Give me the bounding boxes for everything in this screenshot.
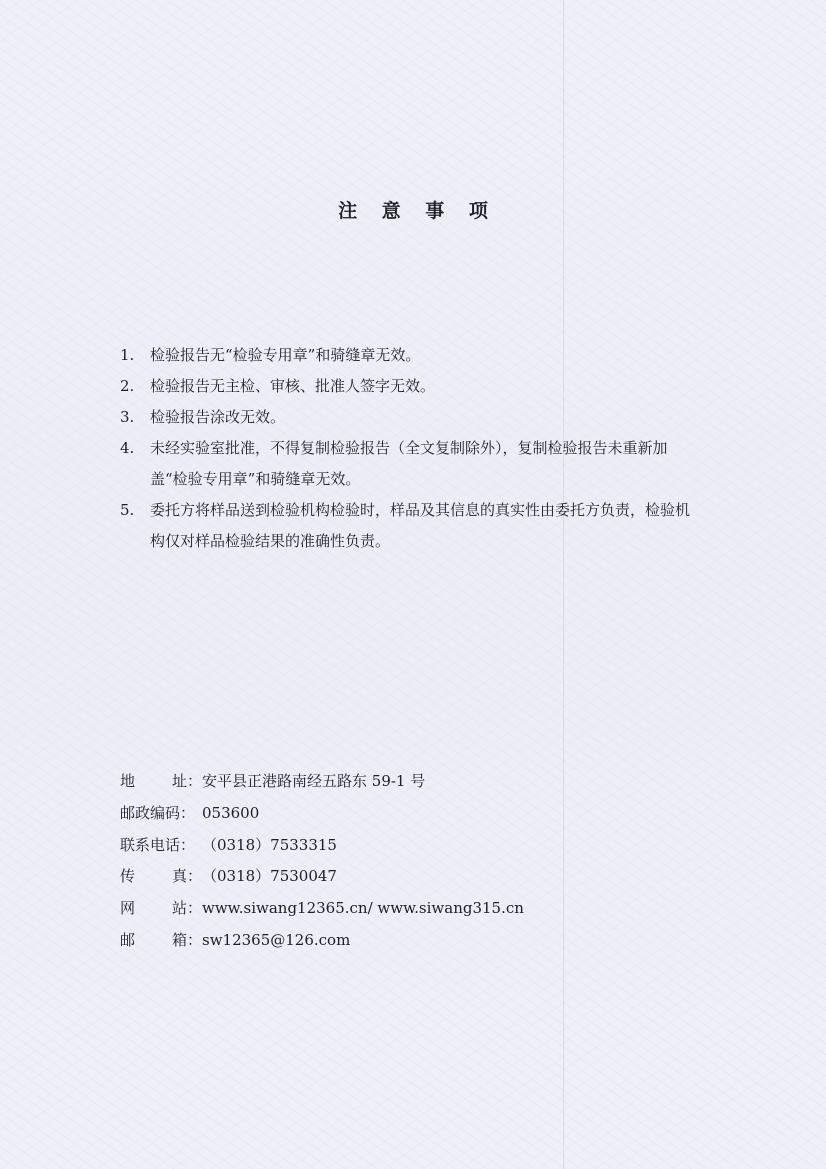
note-item <box>120 495 690 557</box>
email-label: 邮 箱： <box>120 930 202 949</box>
address-value: 安平县正港路南经五路东 59-1 号 <box>202 772 426 790</box>
page-title: 注 意 事 项 <box>338 200 497 222</box>
phone-value: （0318）7533315 <box>202 835 337 854</box>
note-text: 检验报告无“检验专用章”和骑缝章无效。 <box>150 346 421 364</box>
note-number: 4. <box>120 439 135 457</box>
note-number: 1. <box>120 346 135 364</box>
note-text: 检验报告无主检、审核、批准人签字无效。 <box>150 377 436 395</box>
fax-label: 传 真： <box>120 867 202 886</box>
note-number: 5. <box>120 501 135 519</box>
note-number: 3. <box>120 408 135 426</box>
paper-fold-line <box>563 0 564 1169</box>
postcode-value: 053600 <box>202 803 260 822</box>
website-row <box>120 893 680 925</box>
address-label: 地 址： <box>120 772 202 790</box>
email-value: sw12365@126.com <box>202 930 351 949</box>
note-item <box>120 433 704 495</box>
note-number: 2. <box>120 377 135 395</box>
contact-info <box>120 766 680 957</box>
email-row <box>120 925 680 957</box>
postcode-label: 邮政编码： <box>120 803 196 822</box>
notes-list <box>120 340 740 557</box>
address-row <box>120 766 680 798</box>
note-item <box>120 402 740 433</box>
note-item <box>120 340 740 371</box>
fax-row <box>120 861 680 893</box>
fax-value: （0318）7530047 <box>202 867 337 886</box>
note-text: 未经实验室批准，不得复制检验报告（全文复制除外），复制检验报告未重新加盖“检验专用章”和骑缝章无效。 <box>150 439 668 488</box>
website-value: www.siwang12365.cn/ www.siwang315.cn <box>202 899 524 918</box>
note-text: 委托方将样品送到检验机构检验时，样品及其信息的真实性由委托方负责，检验机构仅对样品检验结果的准确性负责。 <box>150 501 691 550</box>
note-text: 检验报告涂改无效。 <box>150 408 286 426</box>
phone-label: 联系电话： <box>120 835 196 854</box>
website-label: 网 站： <box>120 899 202 918</box>
phone-row <box>120 830 680 862</box>
postcode-row <box>120 798 680 830</box>
note-item <box>120 371 740 402</box>
